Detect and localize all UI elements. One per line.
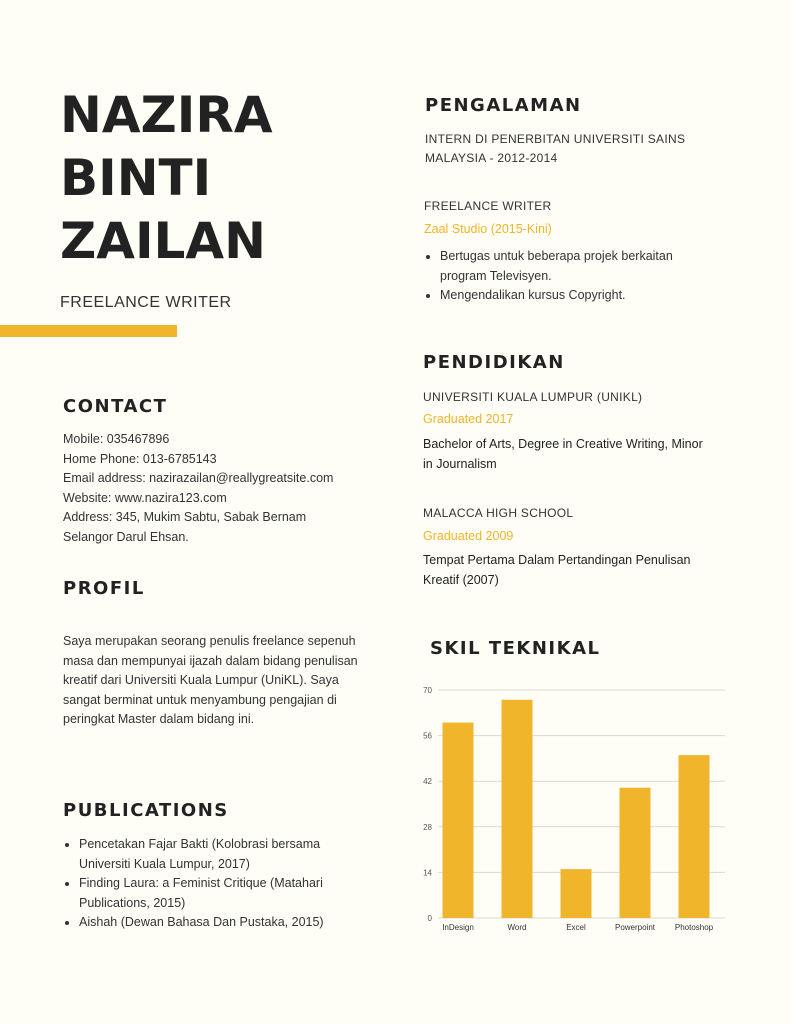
publication-item: • Pencetakan Fajar Bakti (Kolobrasi bersama Universiti Kuala Lumpur, 2017) bbox=[79, 835, 353, 874]
pengalaman-heading: PENGALAMAN bbox=[425, 95, 582, 116]
job-freelance-bullets bbox=[424, 247, 714, 306]
job-freelance-title: FREELANCE WRITER bbox=[424, 199, 552, 213]
contact-address-1: Address: 345, Mukim Sabtu, Sabak Bernam bbox=[63, 510, 307, 524]
edu2-year: Graduated 2009 bbox=[423, 529, 514, 543]
edu2-desc: Tempat Pertama Dalam Pertandingan Penulisan Kreatif (2007) bbox=[423, 553, 691, 587]
accent-bar bbox=[0, 325, 177, 337]
chart-x-tick-label: Powerpoint bbox=[614, 923, 656, 932]
skil-heading: SKIL TEKNIKAL bbox=[430, 638, 601, 659]
contact-home-phone: Home Phone: 013-6785143 bbox=[63, 451, 217, 466]
contact-email: Email address: nazirazailan@reallygreatsite.com bbox=[63, 471, 334, 485]
publication-item: • Aishah (Dewan Bahasa Dan Pustaka, 2015) bbox=[79, 913, 353, 933]
job-bullet: • Mengendalikan kursus Copyright. bbox=[440, 286, 714, 306]
profil-heading: PROFIL bbox=[63, 578, 145, 599]
chart-y-tick-label: 0 bbox=[427, 914, 432, 923]
edu2-school: MALACCA HIGH SCHOOL bbox=[423, 506, 574, 520]
chart-x-tick-label: Excel bbox=[566, 923, 586, 932]
job-intern: INTERN DI PENERBITAN UNIVERSITI SAINS MALAYSIA - 2012-2014 bbox=[425, 132, 686, 165]
chart-x-tick-label: Word bbox=[507, 923, 527, 932]
full-name bbox=[60, 84, 380, 273]
pendidikan-heading: PENDIDIKAN bbox=[423, 352, 565, 373]
contact-mobile: Mobile: 035467896 bbox=[63, 432, 170, 446]
name-line-3: ZAILAN bbox=[60, 212, 266, 270]
contact-address-2: Selangor Darul Ehsan. bbox=[63, 529, 189, 544]
publication-item: • Finding Laura: a Feminist Critique (Matahari Publications, 2015) bbox=[79, 874, 353, 913]
chart-y-tick-labels bbox=[423, 686, 432, 923]
chart-y-tick-label: 42 bbox=[423, 777, 432, 787]
chart-bar-word bbox=[502, 700, 533, 918]
chart-bar-indesign bbox=[443, 723, 474, 918]
chart-x-tick-label: InDesign bbox=[442, 923, 474, 932]
job-bullet: • Bertugas untuk beberapa projek berkaitan program Televisyen. bbox=[440, 247, 714, 286]
publications-list bbox=[63, 835, 353, 933]
profil-text: Saya merupakan seorang penulis freelance sepenuh masa dan mempunyai ijazah dalam bidang penulisan kreatif dari Universiti Kuala Lumpur (UniKL). Saya sangat berminat untuk menyambung pengajian di peringkat Master dalam bidang ini. bbox=[63, 634, 358, 726]
chart-bars bbox=[443, 700, 710, 918]
name-line-2: BINTI bbox=[60, 149, 212, 207]
contact-heading: CONTACT bbox=[63, 396, 168, 417]
job-role: FREELANCE WRITER bbox=[60, 294, 232, 311]
edu1-desc: Bachelor of Arts, Degree in Creative Writing, Minor in Journalism bbox=[423, 437, 703, 471]
job-freelance-company: Zaal Studio (2015-Kini) bbox=[424, 222, 552, 236]
chart-x-tick-label: Photoshop bbox=[674, 923, 714, 932]
skills-bar-chart bbox=[420, 680, 740, 940]
chart-bar-excel bbox=[561, 869, 592, 918]
chart-y-tick-label: 70 bbox=[423, 686, 432, 695]
chart-y-tick-label: 28 bbox=[423, 822, 432, 832]
name-line-1: NAZIRA bbox=[60, 86, 273, 144]
chart-y-tick-label: 56 bbox=[423, 731, 432, 741]
publications-heading: PUBLICATIONS bbox=[63, 800, 229, 821]
edu1-school: UNIVERSITI KUALA LUMPUR (UNIKL) bbox=[423, 390, 643, 404]
chart-x-tick-labels bbox=[442, 923, 713, 932]
edu1-year: Graduated 2017 bbox=[423, 412, 514, 426]
chart-bar-powerpoint bbox=[620, 788, 651, 918]
chart-bar-photoshop bbox=[679, 755, 710, 918]
contact-website: Website: www.nazira123.com bbox=[63, 490, 227, 505]
contact-list bbox=[63, 430, 333, 547]
chart-y-tick-label: 14 bbox=[423, 868, 432, 878]
